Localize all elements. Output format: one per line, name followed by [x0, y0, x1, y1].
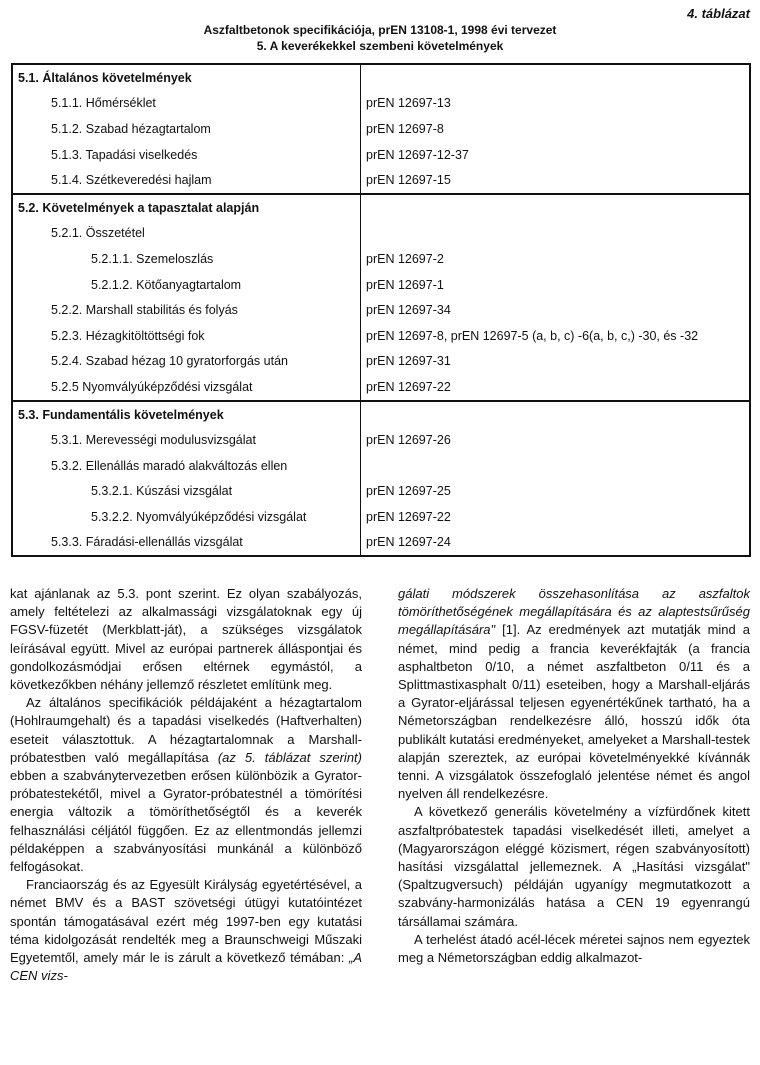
- table-title: [0, 22, 760, 54]
- row-ref: [361, 453, 751, 479]
- table-row: [12, 349, 750, 375]
- table-row: [12, 116, 750, 142]
- row-ref: prEN 12697-31: [361, 349, 751, 375]
- table-row: [12, 401, 750, 428]
- table-row: [12, 453, 750, 479]
- body-text: [10, 585, 750, 985]
- row-ref: prEN 12697-22: [361, 504, 751, 530]
- row-label: 5.2.3. Hézagkitöltöttségi fok: [51, 328, 205, 343]
- row-ref: prEN 12697-26: [361, 427, 751, 453]
- table-row: [12, 64, 750, 91]
- row-label: 5.2.1. Összetétel: [51, 226, 145, 241]
- row-label: 5.1.3. Tapadási viselkedés: [51, 147, 198, 162]
- table-row: [12, 504, 750, 530]
- row-label: 5.3.1. Merevességi modulusvizsgálat: [51, 433, 256, 448]
- table-row: [12, 221, 750, 247]
- row-label: 5.2.1.1. Szemeloszlás: [91, 251, 214, 266]
- text-span: Az általános specifikációk példájaként a hézagtartalom (Hohlraumgehalt) és a tapadási viselkedés (Haftverhalten) eseteit választottuk. A hézagtartalomnak a Marshall-próbatestben való megállapítása: [10, 695, 362, 765]
- row-label: 5.2.5 Nyomvályúképződési vizsgálat: [12, 374, 361, 401]
- row-label: 5.3. Fundamentális követelmények: [18, 407, 224, 422]
- table-row: [12, 427, 750, 453]
- text-span: ebben a szabványtervezetben erősen különbözik a Gyrator-próbatestekétől, mivel a Gyrator-próbatestnél a tömörítési energia változik a tömöríthetőségtől és a keverék felhasználási céljától függően. Ez az ellentmondás jellemzi példaképpen a szabványosítási munkánál a különböző felfogásokat.: [10, 768, 362, 875]
- emphasis-span: (az 5. táblázat szerint): [217, 749, 362, 765]
- table-row: [12, 530, 750, 557]
- text-span: [1]. Az eredmények azt mutatják mind a német, mind pedig a francia keverékfajták (a francia asphaltbeton 0/10, a német aszfaltbeton 0/11 és a Splittmastixasphalt 0/11) eseteiben, hogy a Marshall-eljárás a Gyrator-eljárással teljesen egyenértékűnek tartható, ha a Németországban rendelkezésre álló, hosszú idők óta publikált kutatási eredményeket, amelyeket a Marshall-testek alapján szereztek, az európai követelményekké kívánnák tenni. A vizsgálatok összefoglaló jelentése német és angol nyelven áll rendelkezésre.: [398, 622, 750, 802]
- table-row: [12, 374, 750, 401]
- table-row: [12, 142, 750, 168]
- row-ref: prEN 12697-2: [361, 246, 751, 272]
- right-column: [398, 585, 750, 985]
- paragraph: A terhelést átadó acél-lécek méretei sajnos nem egyeztek meg a Németországban eddig alkalmazot-: [398, 931, 750, 966]
- row-label: 5.3.2.2. Nyomvályúképződési vizsgálat: [91, 509, 307, 524]
- row-label: 5.2. Követelmények a tapasztalat alapján: [18, 200, 260, 215]
- text-span: Franciaország és az Egyesült Királyság egyetértésével, a német BMV és a BAST szövetségi útügyi kutatóintézet spontán támogatásával ezért még 1997-ben egy kutatási téma kidolgozását rendelték meg a Braunschweigi Műszaki Egyetemtől, amely már le is zárult a következő témában:: [10, 877, 362, 966]
- row-ref: prEN 12697-13: [361, 91, 751, 117]
- table-row: [12, 246, 750, 272]
- table-row: [12, 194, 750, 221]
- paragraph: [10, 694, 362, 876]
- row-ref: [361, 194, 751, 221]
- row-ref: prEN 12697-25: [361, 479, 751, 505]
- row-ref: prEN 12697-12-37: [361, 142, 751, 168]
- table-row: [12, 297, 750, 323]
- table-row: [12, 167, 750, 194]
- row-ref: prEN 12697-15: [361, 167, 751, 194]
- row-ref: prEN 12697-24: [361, 530, 751, 557]
- left-column: [10, 585, 362, 985]
- row-ref: prEN 12697-22: [361, 374, 751, 401]
- emphasis-span: „A CEN vizs-: [10, 950, 362, 984]
- row-label: 5.3.3. Fáradási-ellenállás vizsgálat: [12, 530, 361, 557]
- table-row: [12, 272, 750, 298]
- row-label: 5.2.4. Szabad hézag 10 gyratorforgás után: [51, 354, 288, 369]
- paragraph: [10, 876, 362, 985]
- table-row: [12, 479, 750, 505]
- row-label: 5.1.1. Hőmérséklet: [51, 96, 156, 111]
- table-row: [12, 323, 750, 349]
- row-label: 5.2.2. Marshall stabilitás és folyás: [51, 303, 238, 318]
- table-row: [12, 91, 750, 117]
- paragraph: kat ajánlanak az 5.3. pont szerint. Ez olyan szabályozás, amely feltételezi az alkalmassági vizsgálatoknak egy új FGSV-füzetét (Merkblatt-ját), a szükséges vizsgálatok leírásával együtt. Mivel az európai partnerek álláspontjai és gondolkozásmódjai erősen eltérnek egymástól, a következőkben néhány jellemző részletet említünk meg.: [10, 586, 362, 693]
- emphasis-span: gálati módszerek összehasonlítása az aszfaltok tömöríthetőségének megállapítására és az alaptestsűrűség megállapítására": [398, 586, 750, 638]
- row-label: 5.1. Általános követelmények: [12, 64, 361, 91]
- paragraph: A következő generális követelmény a vízfürdőnek kitett aszfaltpróbatestek tapadási viselkedését illeti, amelyet a (Magyarországon eléggé közismert, régen szabványosított) hasítási vizsgálattal jellemeznek. A „Hasítási vizsgálat" (Spaltzugversuch) példáján ugyanígy megmutatkozott a szabvány-harmonizálás hatása a CEN 19 egyenrangú társállamai számára.: [398, 804, 750, 929]
- table-number: 4. táblázat: [687, 6, 750, 21]
- paragraph: [398, 585, 750, 803]
- row-label: 5.3.2.1. Kúszási vizsgálat: [91, 484, 233, 499]
- row-ref: prEN 12697-34: [361, 297, 751, 323]
- row-label: 5.1.2. Szabad hézagtartalom: [51, 121, 211, 136]
- row-ref: [361, 64, 751, 91]
- row-label: 5.1.4. Szétkeveredési hajlam: [12, 167, 361, 194]
- table-title-line2: 5. A keverékekkel szembeni követelmények: [256, 39, 504, 53]
- row-ref: [361, 401, 751, 428]
- row-ref: [361, 221, 751, 247]
- row-ref: prEN 12697-8, prEN 12697-5 (a, b, c) -6(a, b, c,) -30, és -32: [361, 323, 751, 349]
- row-label: 5.2.1.2. Kötőanyagtartalom: [91, 277, 242, 292]
- row-ref: prEN 12697-1: [361, 272, 751, 298]
- table-title-line1: Aszfaltbetonok specifikációja, prEN 13108-1, 1998 évi tervezet: [203, 23, 557, 37]
- requirements-table: [11, 63, 751, 557]
- row-label: 5.3.2. Ellenállás maradó alakváltozás ellen: [51, 458, 288, 473]
- row-ref: prEN 12697-8: [361, 116, 751, 142]
